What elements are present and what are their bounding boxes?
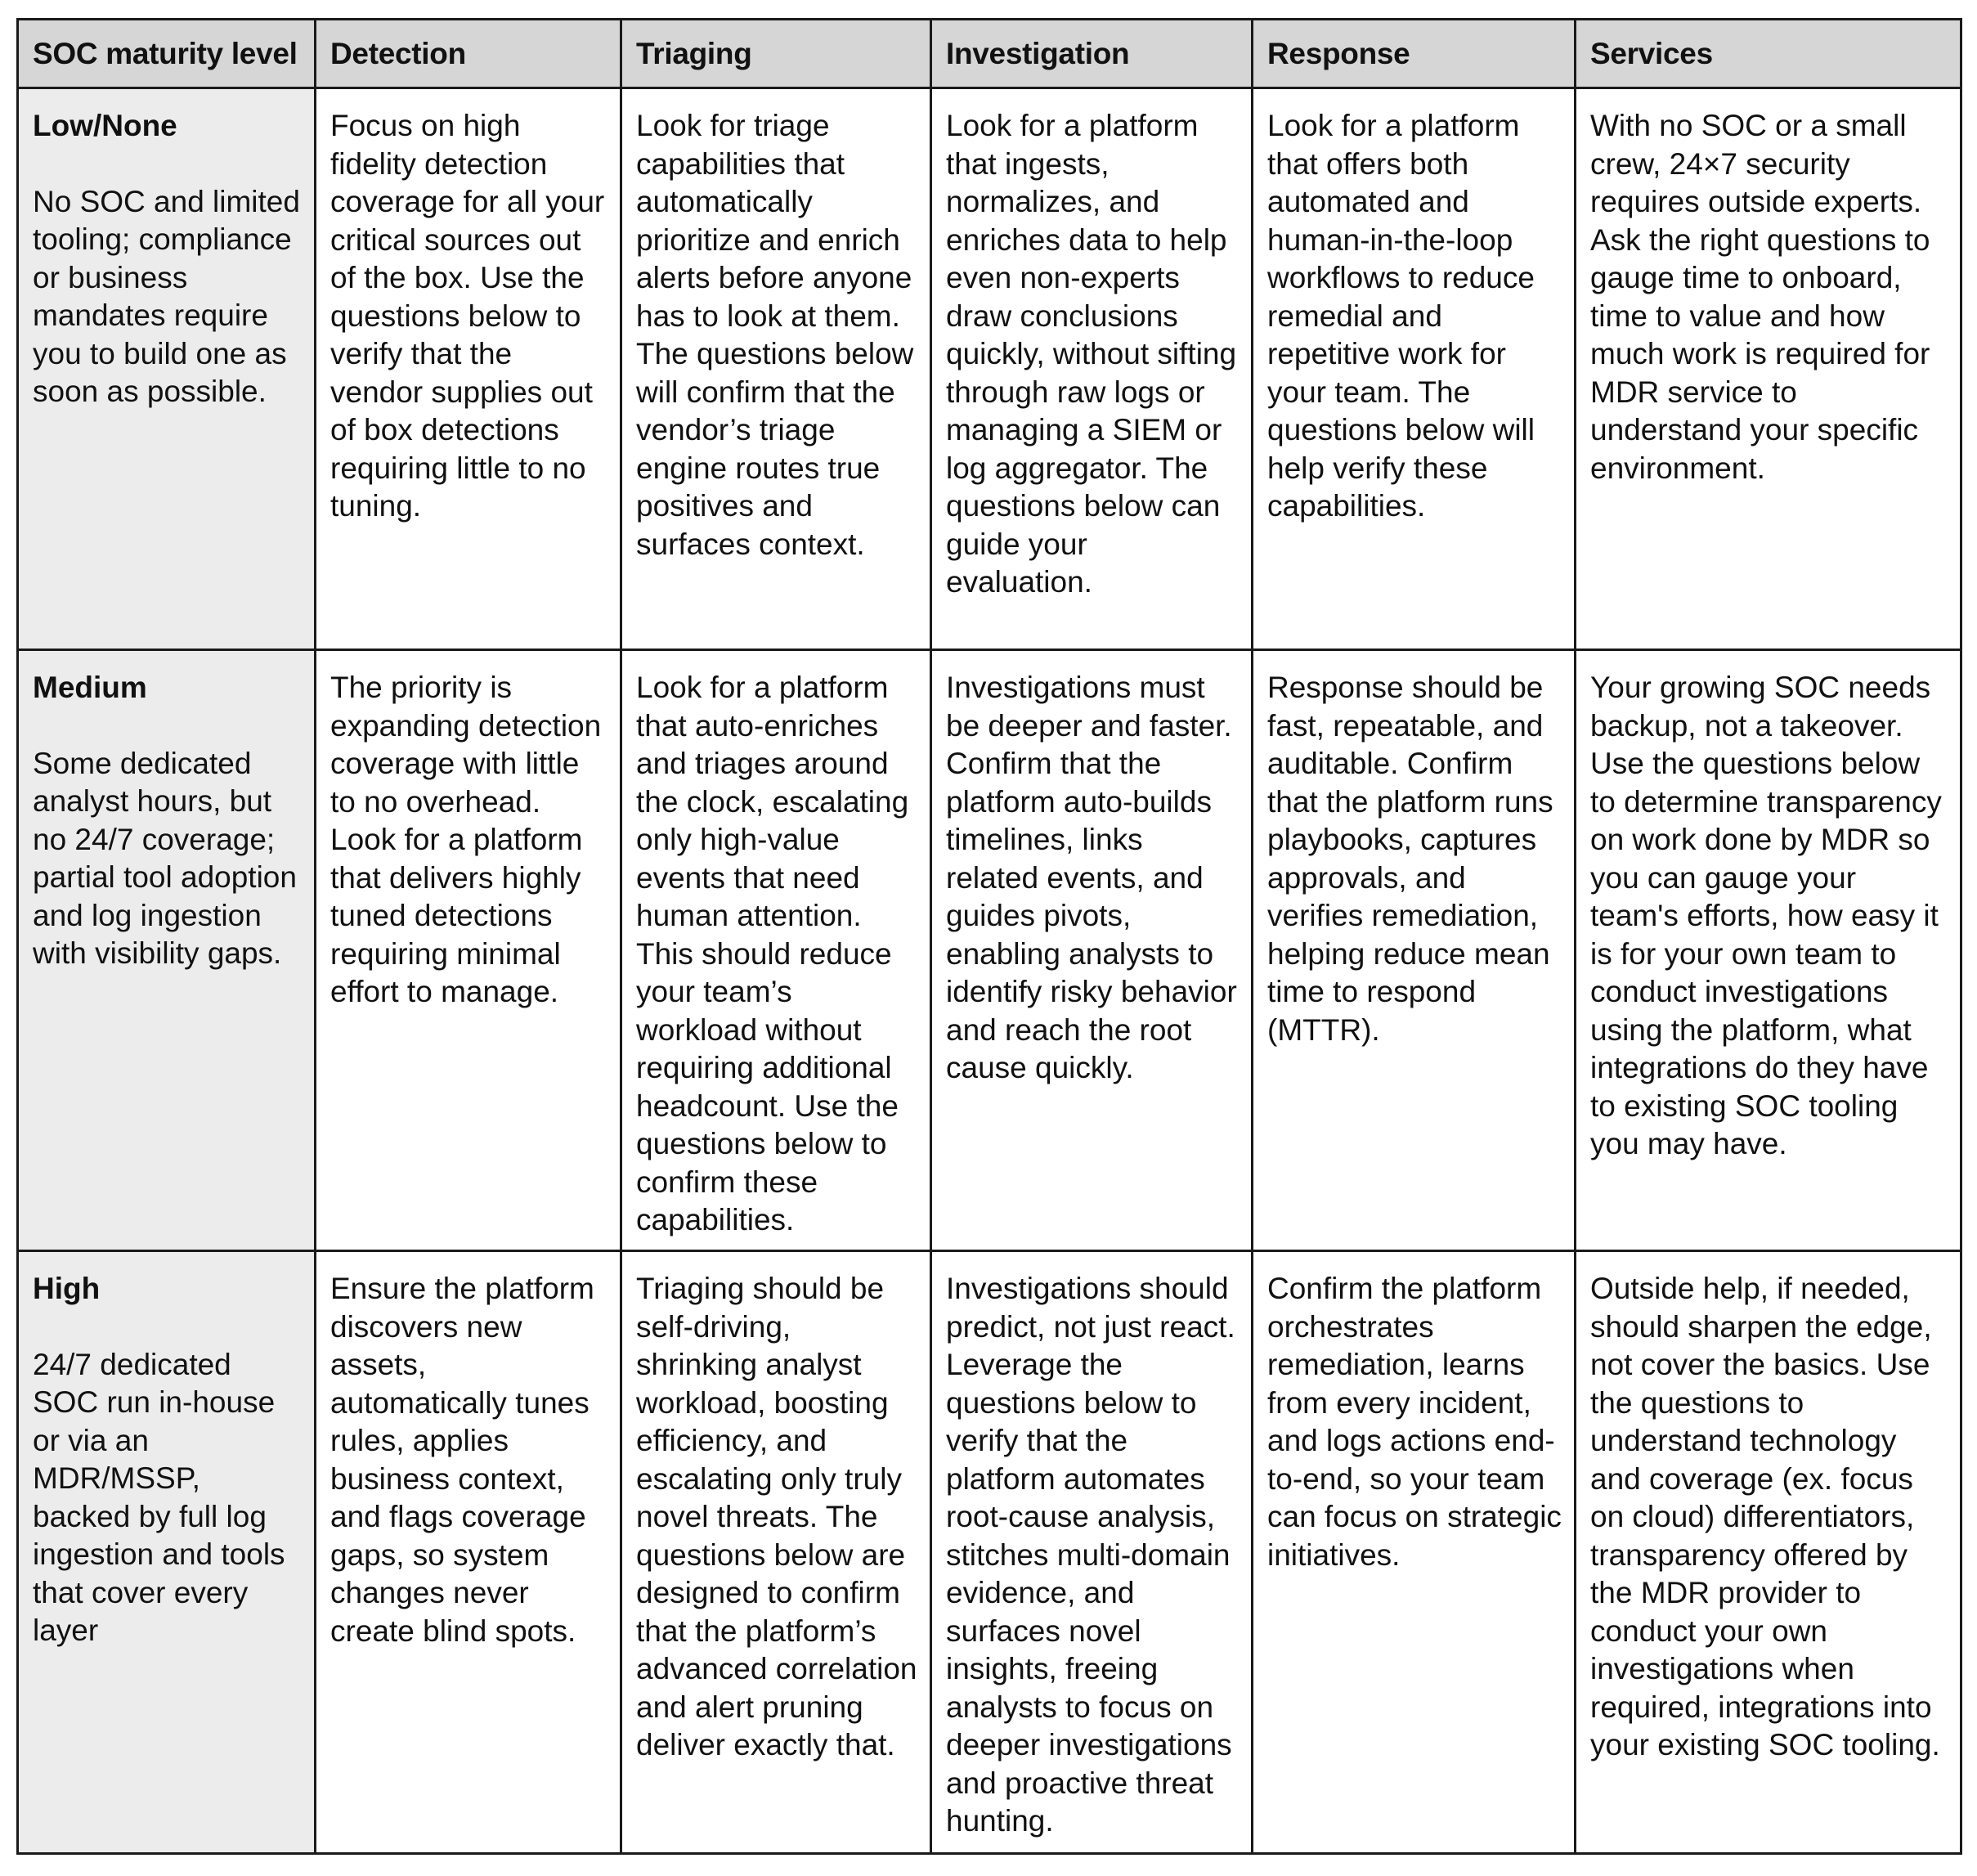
response-cell: Look for a platform that offers both automated and human-in-the-loop workflows to reduce remedial and repetitive work for your team. The questions below will help verify these capabilities. (1253, 88, 1576, 650)
services-cell: With no SOC or a small crew, 24×7 security requires outside experts. Ask the right questions to gauge time to onboard, time to value and how much work is required for MDR service to understand your specific environment. (1576, 88, 1961, 650)
maturity-level-name: Medium (33, 671, 147, 704)
header-soc-maturity-level: SOC maturity level (18, 20, 316, 88)
detection-cell: The priority is expanding detection coverage with little to no overhead. Look for a platform that delivers highly tuned detections requiring minimal effort to manage. (316, 650, 621, 1251)
maturity-level-name: High (33, 1272, 101, 1305)
response-cell: Confirm the platform orchestrates remediation, learns from every incident, and logs actions end-to-end, so your team can focus on strategic initiatives. (1253, 1251, 1576, 1854)
detection-cell: Ensure the platform discovers new assets, automatically tunes rules, applies business context, and flags coverage gaps, so system changes never create blind spots. (316, 1251, 621, 1854)
investigation-cell: Investigations should predict, not just react. Leverage the questions below to verify that the platform automates root-cause analysis, stitches multi-domain evidence, and surfaces novel insights, freeing analysts to focus on deeper investigations and proactive threat hunting. (931, 1251, 1253, 1854)
header-response: Response (1253, 20, 1576, 88)
detection-cell: Focus on high fidelity detection coverage for all your critical sources out of the box. Use the questions below to verify that the vendor supplies out of box detections requiring little to no tuning. (316, 88, 621, 650)
maturity-level-description: 24/7 dedicated SOC run in-house or via an MDR/MSSP, backed by full log ingestion and tools that cover every layer (33, 1347, 285, 1647)
triaging-cell: Look for a platform that auto-enriches and triages around the clock, escalating only high-value events that need human attention. This should reduce your team’s workload without requiring additional headcount. Use the questions below to confirm these capabilities. (621, 650, 931, 1251)
triaging-cell: Triaging should be self-driving, shrinking analyst workload, boosting efficiency, and escalating only truly novel threats. The questions below are designed to confirm that the platform’s advanced correlation and alert pruning deliver exactly that. (621, 1251, 931, 1854)
services-cell: Outside help, if needed, should sharpen the edge, not cover the basics. Use the questions to understand technology and coverage (ex. focus on cloud) differentiators, transparency offered by the MDR provider to conduct your own investigations when required, integrations into your existing SOC tooling. (1576, 1251, 1961, 1854)
table-row (18, 88, 1961, 650)
maturity-level-description: Some dedicated analyst hours, but no 24/7 coverage; partial tool adoption and log ingestion with visibility gaps. (33, 746, 297, 970)
maturity-level-cell (18, 88, 316, 650)
triaging-cell: Look for triage capabilities that automatically prioritize and enrich alerts before anyone has to look at them. The questions below will confirm that the vendor’s triage engine routes true positives and surfaces context. (621, 88, 931, 650)
investigation-cell: Look for a platform that ingests, normalizes, and enriches data to help even non-experts draw conclusions quickly, without sifting through raw logs or managing a SIEM or log aggregator. The questions below can guide your evaluation. (931, 88, 1253, 650)
header-investigation: Investigation (931, 20, 1253, 88)
maturity-level-name: Low/None (33, 109, 177, 142)
services-cell: Your growing SOC needs backup, not a takeover. Use the questions below to determine transparency on work done by MDR so you can gauge your team's efforts, how easy it is for your own team to conduct investigations using the platform, what integrations do they have to existing SOC tooling you may have. (1576, 650, 1961, 1251)
table-row (18, 1251, 1961, 1854)
maturity-level-description: No SOC and limited tooling; compliance or business mandates require you to build one as soon as possible. (33, 184, 300, 408)
header-triaging: Triaging (621, 20, 931, 88)
maturity-level-cell (18, 650, 316, 1251)
maturity-level-cell (18, 1251, 316, 1854)
table-body (18, 88, 1961, 1854)
response-cell: Response should be fast, repeatable, and auditable. Confirm that the platform runs playbooks, captures approvals, and verifies remediation, helping reduce mean time to respond (MTTR). (1253, 650, 1576, 1251)
investigation-cell: Investigations must be deeper and faster. Confirm that the platform auto-builds timelines, links related events, and guides pivots, enabling analysts to identify risky behavior and reach the root cause quickly. (931, 650, 1253, 1251)
header-row (18, 20, 1961, 88)
soc-maturity-table-container (16, 18, 1960, 1855)
table-row (18, 650, 1961, 1251)
header-services: Services (1576, 20, 1961, 88)
table-header (18, 20, 1961, 88)
header-detection: Detection (316, 20, 621, 88)
soc-maturity-table (16, 18, 1962, 1855)
